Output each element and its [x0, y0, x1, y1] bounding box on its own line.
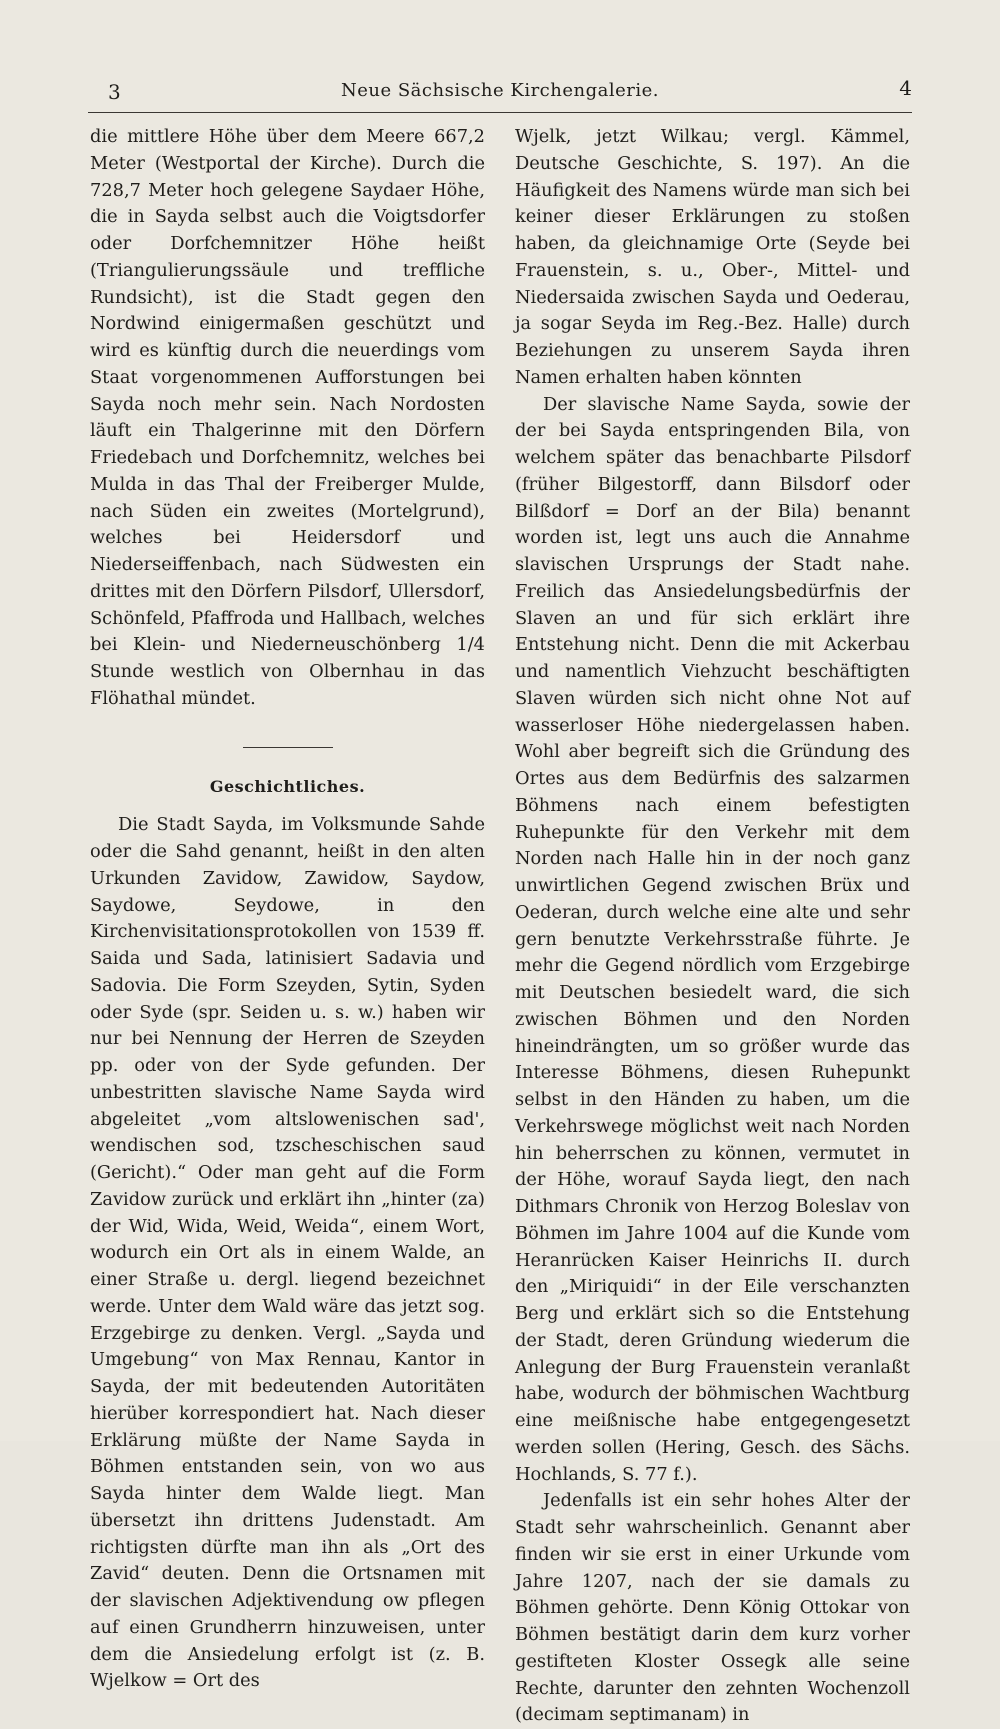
- header-rule: [88, 112, 912, 113]
- body-paragraph: Der slavische Name Sayda, sowie der der bei Sayda entspringenden Bila, von welchem später das benachbarte Pilsdorf (früher Bilgestorff, dann Bilsdorf oder Bilßdorf = Dorf an der Bila) benannt worden ist, legt uns auch die Annahme slavischen Ursprungs der Stadt nahe. Freilich das Ansiedelungsbedürfnis der Slaven an und für sich erklärt ihre Entstehung nicht. Denn die mit Ackerbau und namentlich Viehzucht beschäftigten Slaven würden sich nicht ohne Not auf wasserloser Höhe niedergelassen haben. Wohl aber begreift sich die Gründung des Ortes aus dem Bedürfnis des salzarmen Böhmens nach einem befestigten Ruhepunkte für den Verkehr mit dem Norden nach Halle hin in der noch ganz unwirtlichen Gegend zwischen Brüx und Oederan, durch welche eine alte und sehr gern benutzte Verkehrsstraße führte. Je mehr die Gegend nördlich vom Erzgebirge mit Deutschen besiedelt ward, die sich zwischen Böhmen und den Norden hineindrängten, um so größer wurde das Interesse Böhmens, diesen Ruhepunkt selbst in den Händen zu haben, um die Verkehrswege möglichst weit nach Norden hin beherrschen zu können, vermutet in der Höhe, worauf Sayda liegt, den nach Dithmars Chronik von Herzog Boleslav von Böhmen im Jahre 1004 auf die Kunde vom Heranrücken Kaiser Heinrichs II. durch den „Miriquidi“ in der Eile verschanzten Berg und erklärt sich so die Entstehung der Stadt, deren Gründung wiederum die Anlegung der Burg Frauenstein veranlaßt habe, wodurch der böhmischen Wachtburg eine meißnische habe entgegengesetzt werden sollen (Hering, Gesch. des Sächs. Hochlands, S. 77 f.).: [515, 393, 910, 1485]
- running-title: Neue Sächsische Kirchengalerie.: [340, 80, 659, 101]
- right-column: [515, 124, 910, 1729]
- page-number-left: 3: [108, 80, 121, 104]
- body-paragraph: die mittlere Höhe über dem Meere 667,2 Meter (Westportal der Kirche). Durch die 728,7 Meter hoch gelegene Saydaer Höhe, die in Sayda selbst auch die Voigtsdorfer oder Dorfchemnitzer Höhe heißt (Triangulierungssäule und treffliche Rundsicht), ist die Stadt gegen den Nordwind einigermaßen geschützt und wird es künftig durch die neuerdings vom Staat vorgenommenen Aufforstungen bei Sayda noch mehr sein. Nach Nordosten läuft ein Thalgerinne mit den Dörfern Friedebach und Dorfchemnitz, welches bei Mulda in das Thal der Freiberger Mulde, nach Süden ein zweites (Mortelgrund), welches bei Heidersdorf und Niederseiffenbach, nach Südwesten ein drittes mit den Dörfern Pilsdorf, Ullersdorf, Schönfeld, Pfaffroda und Hallbach, welches bei Klein- und Niederneuschönberg 1/4 Stunde westlich von Olbernhau in das Flöhathal mündet.: [90, 126, 485, 709]
- body-paragraph: Die Stadt Sayda, im Volksmunde Sahde oder die Sahd genannt, heißt in den alten Urkunden Zavidow, Zawidow, Saydow, Saydowe, Seydowe, in den Kirchenvisitationsprotokollen von 1539 ff. Saida und Sada, latinisiert Sadavia und Sadovia. Die Form Szeyden, Sytin, Syden oder Syde (spr. Seiden u. s. w.) haben wir nur bei Nennung der Herren de Szeyden pp. oder von der Syde gefunden. Der unbestritten slavische Name Sayda wird abgeleitet „vom altslowenischen sad', wendischen sod, tzscheschischen saud (Gericht).“ Oder man geht auf die Form Zavidow zurück und erklärt ihn „hinter (za) der Wid, Wida, Weid, Weida“, einem Wort, wodurch ein Ort als in einem Walde, an einer Straße u. dergl. liegend bezeichnet werde. Unter dem Wald wäre das jetzt sog. Erzgebirge zu denken. Vergl. „Sayda und Umgebung“ von Max Rennau, Kantor in Sayda, der mit bedeutenden Autoritäten hierüber korrespondiert hat. Nach dieser Erklärung müßte der Name Sayda in Böhmen entstanden sein, von wo aus Sayda hinter dem Walde liegt. Man übersetzt ihn drittens Judenstadt. Am richtigsten dürfte man ihn als „Ort des Zavid“ deuten. Denn die Ortsnamen mit der slavischen Adjektivendung ow pflegen auf einen Grundherrn hinzuweisen, unter dem die Ansiedelung erfolgt ist (z. B. Wjelkow = Ort des: [90, 814, 485, 1692]
- body-paragraph: Wjelk, jetzt Wilkau; vergl. Kämmel, Deutsche Geschichte, S. 197). An die Häufigkeit des Namens würde man sich bei keiner dieser Erklärungen zu stoßen haben, da gleichnamige Orte (Seyde bei Frauenstein, s. u., Ober-, Mittel- und Niedersaida zwischen Sayda und Oederau, ja sogar Seyda im Reg.-Bez. Halle) durch Beziehungen zu unserem Sayda ihren Namen erhalten haben könnten: [515, 126, 910, 388]
- section-divider: [243, 747, 333, 748]
- page-number-right: 4: [899, 76, 912, 100]
- page-header: [88, 70, 912, 110]
- section-heading: Geschichtliches.: [209, 776, 366, 796]
- body-paragraph: Jedenfalls ist ein sehr hohes Alter der Stadt sehr wahrscheinlich. Genannt aber finden wir sie erst in einer Urkunde vom Jahre 1207, nach der sie damals zu Böhmen gehörte. Denn König Ottokar von Böhmen bestätigt darin dem kurz vorher gestifteten Kloster Ossegk alle seine Rechte, darunter den zehnten Wochenzoll (decimam septimanam) in: [515, 1490, 910, 1726]
- left-column: [90, 124, 485, 1695]
